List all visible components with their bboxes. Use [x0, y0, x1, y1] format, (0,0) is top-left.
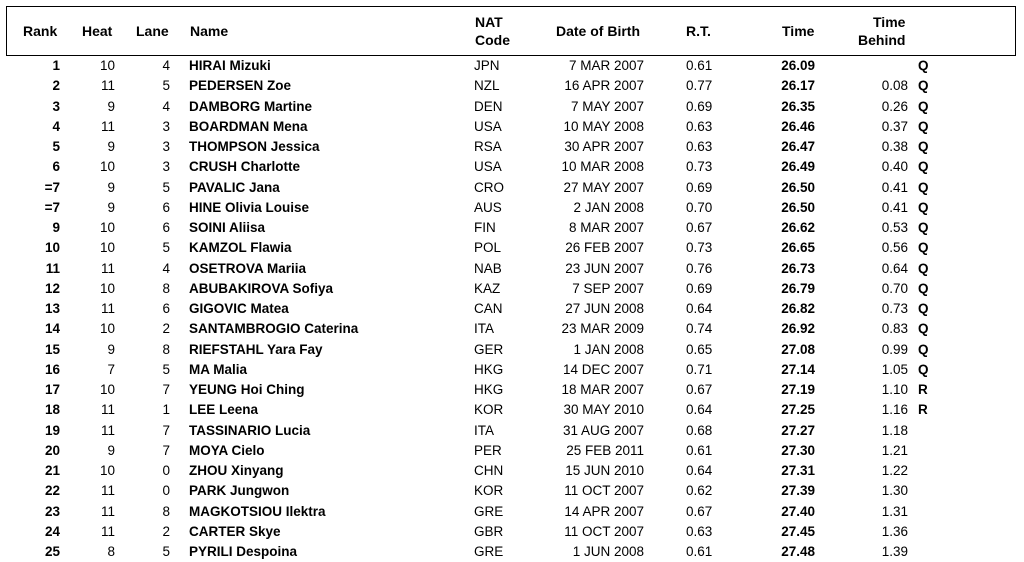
reaction-time: 0.63: [686, 118, 713, 134]
result-time: 26.73: [781, 260, 815, 276]
nat-code: ITA: [474, 321, 494, 337]
time-behind: 0.41: [881, 199, 908, 215]
lane-cell: 5: [162, 361, 170, 377]
qualification-mark: Q: [918, 98, 929, 114]
nat-code: POL: [474, 240, 502, 256]
time-behind: 0.70: [881, 280, 908, 296]
reaction-time: 0.69: [686, 280, 713, 296]
athlete-name: MA Malia: [189, 361, 248, 377]
qualification-mark: Q: [918, 159, 929, 175]
header-name: Name: [190, 23, 229, 39]
reaction-time: 0.63: [686, 523, 713, 539]
lane-cell: 8: [162, 341, 170, 357]
table-row: [0, 97, 1024, 117]
date-of-birth: 14 DEC 2007: [562, 361, 644, 377]
qualification-mark: Q: [918, 341, 929, 357]
table-row: [0, 319, 1024, 339]
lane-cell: 2: [162, 321, 170, 337]
time-behind: 0.08: [881, 78, 908, 94]
athlete-name: HINE Olivia Louise: [189, 199, 310, 215]
qualification-mark: Q: [918, 260, 929, 276]
nat-code: GBR: [474, 523, 504, 539]
lane-cell: 6: [162, 199, 170, 215]
table-row: [0, 502, 1024, 522]
rank-cell: 19: [44, 422, 60, 438]
rank-cell: =7: [44, 199, 60, 215]
athlete-name: ZHOU Xinyang: [189, 463, 284, 478]
table-row: [0, 56, 1024, 76]
date-of-birth: 16 APR 2007: [564, 78, 644, 94]
result-time: 27.27: [781, 422, 815, 438]
heat-cell: 7: [107, 361, 115, 377]
heat-cell: 9: [107, 139, 115, 154]
lane-cell: 7: [162, 442, 170, 458]
nat-code: DEN: [474, 98, 503, 114]
rank-cell: 16: [44, 361, 60, 377]
heat-cell: 10: [99, 321, 115, 337]
nat-code: USA: [474, 118, 502, 134]
heat-cell: 9: [107, 179, 115, 195]
header-reaction-time: R.T.: [686, 23, 711, 39]
reaction-time: 0.65: [686, 341, 713, 357]
time-behind: 0.99: [881, 341, 908, 357]
reaction-time: 0.74: [686, 321, 713, 337]
athlete-name: HIRAI Mizuki: [189, 58, 271, 73]
rank-cell: 11: [45, 260, 60, 276]
athlete-name: SANTAMBROGIO Caterina: [189, 321, 359, 337]
rank-cell: 13: [44, 301, 60, 316]
heat-cell: 9: [107, 442, 115, 458]
heat-cell: 10: [99, 220, 115, 235]
result-time: 26.92: [781, 321, 815, 337]
rank-cell: 14: [44, 321, 60, 337]
reaction-time: 0.63: [686, 139, 713, 154]
qualification-mark: Q: [918, 301, 929, 316]
reaction-time: 0.61: [686, 442, 713, 458]
athlete-name: CRUSH Charlotte: [189, 159, 301, 175]
time-behind: 1.18: [881, 422, 908, 438]
result-time: 26.49: [781, 159, 815, 175]
date-of-birth: 11 OCT 2007: [564, 523, 644, 539]
heat-cell: 9: [107, 98, 115, 114]
heat-cell: 11: [100, 402, 115, 418]
athlete-name: MOYA Cielo: [189, 442, 265, 458]
heat-cell: 10: [99, 58, 115, 73]
lane-cell: 4: [162, 58, 170, 73]
time-behind: 1.16: [881, 402, 908, 418]
lane-cell: 4: [162, 260, 170, 276]
time-behind: 0.56: [881, 240, 908, 256]
time-behind: 1.05: [881, 361, 908, 377]
athlete-name: PARK Jungwon: [189, 483, 290, 499]
heat-cell: 10: [99, 382, 115, 397]
date-of-birth: 25 FEB 2011: [566, 442, 644, 458]
rank-cell: 6: [52, 159, 60, 175]
reaction-time: 0.73: [686, 159, 713, 175]
athlete-name: ABUBAKIROVA Sofiya: [189, 280, 334, 296]
rank-cell: 23: [44, 503, 60, 519]
rank-cell: 18: [44, 402, 60, 418]
header-lane: Lane: [136, 23, 169, 39]
heat-cell: 9: [107, 341, 115, 357]
qualification-mark: Q: [918, 179, 929, 195]
header-nat-line1: NAT: [475, 14, 503, 30]
time-behind: 0.41: [881, 179, 908, 195]
lane-cell: 7: [162, 382, 170, 397]
time-behind: 0.38: [881, 139, 908, 154]
heat-cell: 10: [99, 159, 115, 175]
reaction-time: 0.70: [686, 199, 713, 215]
table-row: [0, 400, 1024, 420]
date-of-birth: 10 MAY 2008: [563, 118, 644, 134]
result-time: 26.50: [781, 179, 815, 195]
nat-code: CAN: [474, 301, 503, 316]
heat-cell: 10: [99, 240, 115, 256]
table-row: [0, 238, 1024, 258]
athlete-name: OSETROVA Mariia: [189, 260, 307, 276]
athlete-name: GIGOVIC Matea: [189, 301, 289, 316]
date-of-birth: 30 MAY 2010: [563, 402, 644, 418]
qualification-mark: Q: [918, 199, 929, 215]
athlete-name: PAVALIC Jana: [189, 179, 280, 195]
nat-code: RSA: [474, 139, 502, 154]
lane-cell: 3: [162, 159, 170, 175]
heat-cell: 11: [100, 301, 115, 316]
heat-cell: 11: [100, 422, 115, 438]
date-of-birth: 8 MAR 2007: [568, 220, 644, 235]
nat-code: CRO: [474, 179, 504, 195]
reaction-time: 0.61: [686, 58, 713, 73]
time-behind: 0.37: [881, 118, 908, 134]
lane-cell: 8: [162, 503, 170, 519]
rank-cell: 12: [44, 280, 60, 296]
table-row: [0, 380, 1024, 400]
reaction-time: 0.73: [686, 240, 713, 256]
result-time: 27.30: [781, 442, 815, 458]
rank-cell: 24: [44, 523, 60, 539]
date-of-birth: 1 JAN 2008: [573, 341, 644, 357]
rank-cell: 1: [52, 58, 60, 73]
time-behind: 1.39: [881, 544, 908, 559]
athlete-name: YEUNG Hoi Ching: [189, 382, 305, 397]
heat-cell: 11: [100, 260, 115, 276]
result-time: 27.45: [781, 523, 815, 539]
lane-cell: 8: [162, 280, 170, 296]
date-of-birth: 11 OCT 2007: [564, 483, 644, 499]
qualification-mark: Q: [918, 58, 929, 73]
nat-code: NZL: [474, 78, 500, 94]
heat-cell: 10: [99, 280, 115, 296]
table-row: [0, 259, 1024, 279]
nat-code: USA: [474, 159, 502, 175]
result-time: 27.39: [781, 483, 815, 499]
table-row: [0, 117, 1024, 137]
nat-code: KOR: [474, 483, 504, 499]
result-time: 26.82: [781, 301, 815, 316]
result-time: 27.31: [781, 463, 815, 478]
reaction-time: 0.76: [686, 260, 713, 276]
date-of-birth: 18 MAR 2007: [561, 382, 644, 397]
time-behind: 1.31: [881, 503, 908, 519]
nat-code: HKG: [474, 382, 504, 397]
athlete-name: MAGKOTSIOU Ilektra: [189, 503, 326, 519]
result-time: 26.17: [781, 78, 815, 94]
result-time: 27.48: [781, 544, 815, 559]
rank-cell: 3: [52, 98, 60, 114]
nat-code: HKG: [474, 361, 504, 377]
reaction-time: 0.64: [686, 301, 713, 316]
nat-code: NAB: [474, 260, 502, 276]
nat-code: GRE: [474, 503, 504, 519]
date-of-birth: 23 MAR 2009: [561, 321, 644, 337]
time-behind: 0.83: [881, 321, 908, 337]
date-of-birth: 15 JUN 2010: [565, 463, 644, 478]
result-time: 27.25: [781, 402, 815, 418]
lane-cell: 3: [162, 139, 170, 154]
athlete-name: BOARDMAN Mena: [189, 118, 308, 134]
nat-code: GER: [474, 341, 504, 357]
rank-cell: 9: [52, 220, 60, 235]
table-row: [0, 542, 1024, 562]
lane-cell: 5: [162, 179, 170, 195]
qualification-mark: Q: [918, 240, 929, 256]
time-behind: 1.22: [881, 463, 908, 478]
table-row: [0, 76, 1024, 96]
reaction-time: 0.64: [686, 402, 713, 418]
result-time: 27.40: [781, 503, 815, 519]
heat-cell: 11: [100, 78, 115, 94]
table-row: [0, 522, 1024, 542]
date-of-birth: 31 AUG 2007: [562, 422, 644, 438]
reaction-time: 0.69: [686, 179, 713, 195]
nat-code: KAZ: [474, 280, 501, 296]
lane-cell: 5: [162, 240, 170, 256]
reaction-time: 0.61: [686, 544, 713, 559]
rank-cell: 22: [44, 483, 60, 499]
reaction-time: 0.67: [686, 220, 713, 235]
rank-cell: 10: [44, 240, 60, 256]
nat-code: CHN: [474, 463, 504, 478]
lane-cell: 3: [162, 118, 170, 134]
heat-cell: 10: [99, 463, 115, 478]
result-time: 26.65: [781, 240, 815, 256]
lane-cell: 6: [162, 301, 170, 316]
reaction-time: 0.64: [686, 463, 713, 478]
heat-cell: 11: [100, 523, 115, 539]
athlete-name: LEE Leena: [189, 402, 259, 418]
result-time: 27.19: [781, 382, 815, 397]
date-of-birth: 1 JUN 2008: [572, 544, 644, 559]
lane-cell: 0: [162, 483, 170, 499]
table-row: [0, 137, 1024, 157]
result-time: 27.08: [781, 341, 815, 357]
date-of-birth: 30 APR 2007: [564, 139, 644, 154]
reaction-time: 0.68: [686, 422, 713, 438]
athlete-name: RIEFSTAHL Yara Fay: [189, 341, 323, 357]
result-time: 26.79: [781, 280, 815, 296]
lane-cell: 7: [162, 422, 170, 438]
lane-cell: 2: [162, 523, 170, 539]
result-time: 26.46: [781, 118, 815, 134]
nat-code: JPN: [474, 58, 500, 73]
time-behind: 1.10: [881, 382, 908, 397]
results-table-body: [0, 56, 1024, 562]
table-row: [0, 218, 1024, 238]
time-behind: 0.53: [881, 220, 908, 235]
athlete-name: THOMPSON Jessica: [189, 139, 320, 154]
lane-cell: 4: [162, 98, 170, 114]
reaction-time: 0.69: [686, 98, 713, 114]
result-time: 27.14: [781, 361, 815, 377]
qualification-mark: Q: [918, 220, 929, 235]
nat-code: GRE: [474, 544, 504, 559]
athlete-name: PEDERSEN Zoe: [189, 78, 292, 94]
result-time: 26.62: [781, 220, 815, 235]
result-time: 26.09: [781, 58, 815, 73]
time-behind: 0.73: [881, 301, 908, 316]
heat-cell: 11: [100, 118, 115, 134]
date-of-birth: 26 FEB 2007: [565, 240, 644, 256]
reaction-time: 0.71: [686, 361, 713, 377]
date-of-birth: 23 JUN 2007: [565, 260, 644, 276]
date-of-birth: 7 MAY 2007: [570, 98, 644, 114]
rank-cell: 25: [44, 544, 60, 559]
qualification-mark: Q: [918, 139, 929, 154]
result-time: 26.35: [781, 98, 815, 114]
qualification-mark: Q: [918, 118, 929, 134]
result-time: 26.47: [781, 139, 815, 154]
rank-cell: =7: [44, 179, 60, 195]
header-heat: Heat: [82, 23, 113, 39]
athlete-name: TASSINARIO Lucia: [189, 422, 311, 438]
heat-cell: 11: [100, 503, 115, 519]
rank-cell: 21: [44, 463, 60, 478]
table-row: [0, 198, 1024, 218]
reaction-time: 0.77: [686, 78, 713, 94]
table-row: [0, 178, 1024, 198]
lane-cell: 0: [162, 463, 170, 478]
nat-code: PER: [474, 442, 502, 458]
time-behind: 1.30: [881, 483, 908, 499]
date-of-birth: 27 MAY 2007: [563, 179, 644, 195]
date-of-birth: 10 MAR 2008: [561, 159, 644, 175]
table-row: [0, 279, 1024, 299]
rank-cell: 2: [52, 78, 60, 94]
table-row: [0, 299, 1024, 319]
table-row: [0, 441, 1024, 461]
table-row: [0, 340, 1024, 360]
time-behind: 0.40: [881, 159, 908, 175]
time-behind: 1.36: [881, 523, 908, 539]
table-row: [0, 421, 1024, 441]
rank-cell: 4: [52, 118, 60, 134]
nat-code: ITA: [474, 422, 494, 438]
header-time: Time: [782, 23, 815, 39]
lane-cell: 5: [162, 544, 170, 559]
header-date-of-birth: Date of Birth: [556, 23, 640, 39]
header-rank: Rank: [23, 23, 58, 39]
date-of-birth: 14 APR 2007: [564, 503, 644, 519]
header-time-behind-line1: Time: [873, 14, 906, 30]
time-behind: 0.26: [881, 98, 908, 114]
table-row: [0, 360, 1024, 380]
result-time: 26.50: [781, 199, 815, 215]
table-row: [0, 157, 1024, 177]
rank-cell: 17: [44, 382, 60, 397]
athlete-name: PYRILI Despoina: [189, 544, 298, 559]
lane-cell: 1: [162, 402, 170, 418]
qualification-mark: R: [918, 382, 928, 397]
qualification-mark: Q: [918, 321, 929, 337]
header-time-behind-line2: Behind: [858, 32, 906, 48]
nat-code: AUS: [474, 199, 502, 215]
rank-cell: 15: [44, 341, 60, 357]
time-behind: 1.21: [881, 442, 908, 458]
results-table-header: [6, 6, 1016, 56]
athlete-name: CARTER Skye: [189, 523, 281, 539]
header-nat-line2: Code: [475, 32, 510, 48]
athlete-name: DAMBORG Martine: [189, 98, 313, 114]
reaction-time: 0.67: [686, 503, 713, 519]
reaction-time: 0.67: [686, 382, 713, 397]
date-of-birth: 2 JAN 2008: [573, 199, 644, 215]
athlete-name: KAMZOL Flawia: [189, 240, 292, 256]
heat-cell: 9: [107, 199, 115, 215]
lane-cell: 6: [162, 220, 170, 235]
rank-cell: 20: [44, 442, 60, 458]
qualification-mark: Q: [918, 280, 929, 296]
rank-cell: 5: [52, 139, 60, 154]
qualification-mark: R: [918, 402, 928, 418]
nat-code: KOR: [474, 402, 504, 418]
table-row: [0, 461, 1024, 481]
table-row: [0, 481, 1024, 501]
heat-cell: 11: [100, 483, 115, 499]
nat-code: FIN: [474, 220, 496, 235]
qualification-mark: Q: [918, 78, 929, 94]
date-of-birth: 7 SEP 2007: [572, 280, 644, 296]
athlete-name: SOINI Aliisa: [189, 220, 266, 235]
date-of-birth: 7 MAR 2007: [568, 58, 644, 73]
time-behind: 0.64: [881, 260, 908, 276]
reaction-time: 0.62: [686, 483, 713, 499]
qualification-mark: Q: [918, 361, 929, 377]
heat-cell: 8: [107, 544, 115, 559]
lane-cell: 5: [162, 78, 170, 94]
date-of-birth: 27 JUN 2008: [565, 301, 644, 316]
